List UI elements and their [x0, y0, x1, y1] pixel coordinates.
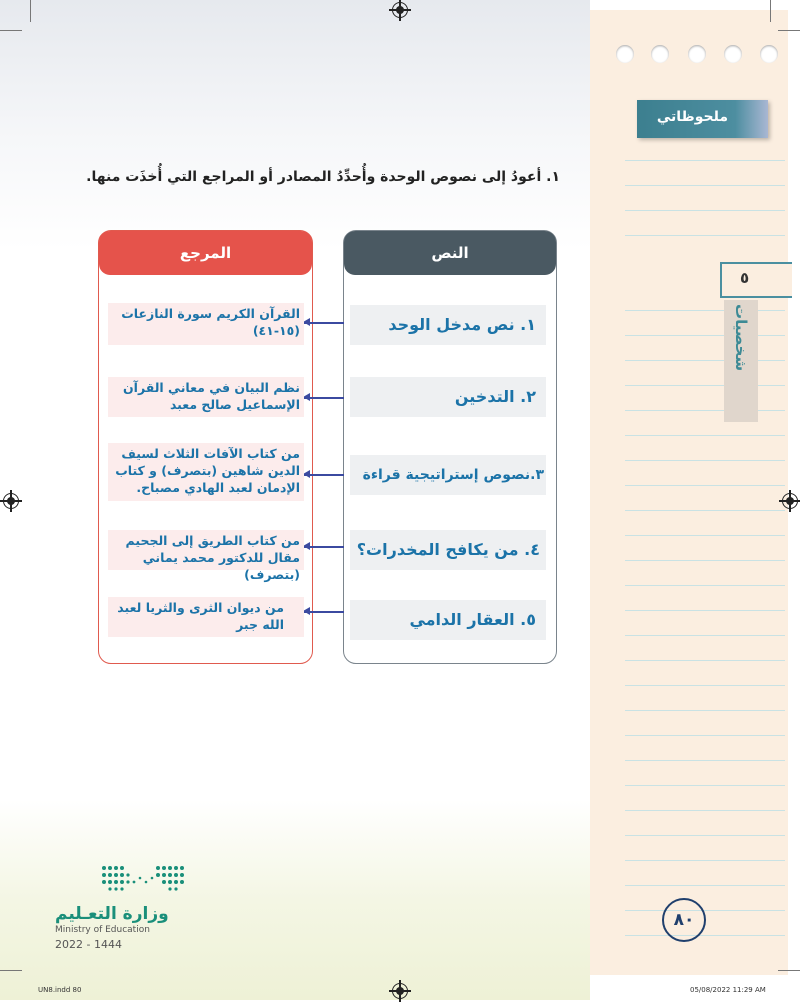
notes-line	[625, 935, 785, 936]
reference-item: نظم البيان في معاني القرآن الإسماعيل صالح معبد	[108, 377, 304, 417]
notes-line	[625, 885, 785, 886]
arrow-left-icon	[304, 611, 344, 613]
reference-item: من ديوان الثرى والثريا لعبد الله جبر	[108, 597, 304, 637]
notes-line	[625, 860, 785, 861]
notes-line	[625, 185, 785, 186]
ministry-logo	[55, 862, 205, 952]
notes-line	[625, 460, 785, 461]
arrow-left-icon	[304, 322, 344, 324]
ministry-logo-icon	[100, 862, 190, 894]
reference-column-header: المرجع	[99, 231, 312, 275]
text-column	[343, 230, 557, 664]
notes-line	[625, 235, 785, 236]
ministry-year: 2022 - 1444	[55, 938, 122, 951]
notes-line	[625, 910, 785, 911]
registration-mark-icon	[3, 493, 19, 509]
text-item: ٢. التدخين	[350, 377, 546, 417]
registration-mark-icon	[782, 493, 798, 509]
crop-mark	[0, 30, 22, 31]
unit-number: ٥	[740, 269, 750, 287]
text-item: ٥. العقار الدامي	[350, 600, 546, 640]
registration-mark-icon	[392, 2, 408, 18]
notes-line	[625, 435, 785, 436]
binder-ring-icon	[724, 45, 742, 63]
text-item: ٤. من يكافح المخدرات؟	[350, 530, 546, 570]
ministry-name-arabic: وزارة التعـليم	[55, 904, 169, 924]
binder-ring-icon	[616, 45, 634, 63]
arrow-left-icon	[304, 474, 344, 476]
unit-number-box	[720, 262, 792, 298]
notes-line	[625, 410, 785, 411]
notes-line	[625, 835, 785, 836]
question-text: ١. أعودُ إلى نصوص الوحدة وأُحدِّدُ المصادر أو المراجع التي أُخذَت منها.	[86, 169, 560, 185]
notes-panel	[590, 10, 788, 975]
arrow-left-icon	[304, 397, 344, 399]
notes-line	[625, 810, 785, 811]
crop-mark	[30, 0, 31, 22]
binder-ring-icon	[760, 45, 778, 63]
footer-date: 05/08/2022 11:29 AM	[690, 986, 766, 994]
notes-line	[625, 735, 785, 736]
binder-ring-icon	[688, 45, 706, 63]
registration-mark-icon	[392, 983, 408, 999]
unit-name: شخصيات	[732, 304, 750, 372]
notes-line	[625, 335, 785, 336]
notes-line	[625, 785, 785, 786]
reference-item: من كتاب الطريق إلى الجحيم مقال للدكتور محمد يماني (بتصرف)	[108, 530, 304, 570]
notes-line	[625, 385, 785, 386]
unit-name-label	[724, 300, 758, 422]
notes-line	[625, 485, 785, 486]
notes-line	[625, 760, 785, 761]
notes-title: ملحوظاتي	[656, 109, 728, 125]
crop-mark	[778, 970, 800, 971]
notes-line	[625, 685, 785, 686]
notes-line	[625, 360, 785, 361]
crop-mark	[0, 970, 22, 971]
crop-mark	[770, 0, 771, 22]
reference-item: القرآن الكريم سورة النازعات (١٥-٤١)	[108, 303, 304, 345]
footer-file-name: UN8.indd 80	[38, 986, 82, 994]
crop-mark	[778, 30, 800, 31]
text-item: ١. نص مدخل الوحد	[350, 305, 546, 345]
notes-line	[625, 585, 785, 586]
binder-ring-icon	[651, 45, 669, 63]
notes-line	[625, 635, 785, 636]
notes-line	[625, 510, 785, 511]
notes-line	[625, 160, 785, 161]
text-item: ٣.نصوص إستراتيجية قراءة	[350, 455, 546, 495]
notes-line	[625, 210, 785, 211]
notes-title-tab	[637, 100, 768, 138]
notes-line	[625, 560, 785, 561]
ministry-name-english: Ministry of Education	[55, 925, 150, 935]
notes-line	[625, 610, 785, 611]
notes-line	[625, 660, 785, 661]
notes-line	[625, 710, 785, 711]
text-column-header: النص	[344, 231, 556, 275]
notes-line	[625, 310, 785, 311]
page-number: ٨٠	[662, 898, 706, 942]
reference-item: من كتاب الآفات الثلاث لسيف الدين شاهين (بتصرف) و كتاب الإدمان لعبد الهادي مصباح.	[108, 443, 304, 501]
notes-line	[625, 535, 785, 536]
arrow-left-icon	[304, 546, 344, 548]
